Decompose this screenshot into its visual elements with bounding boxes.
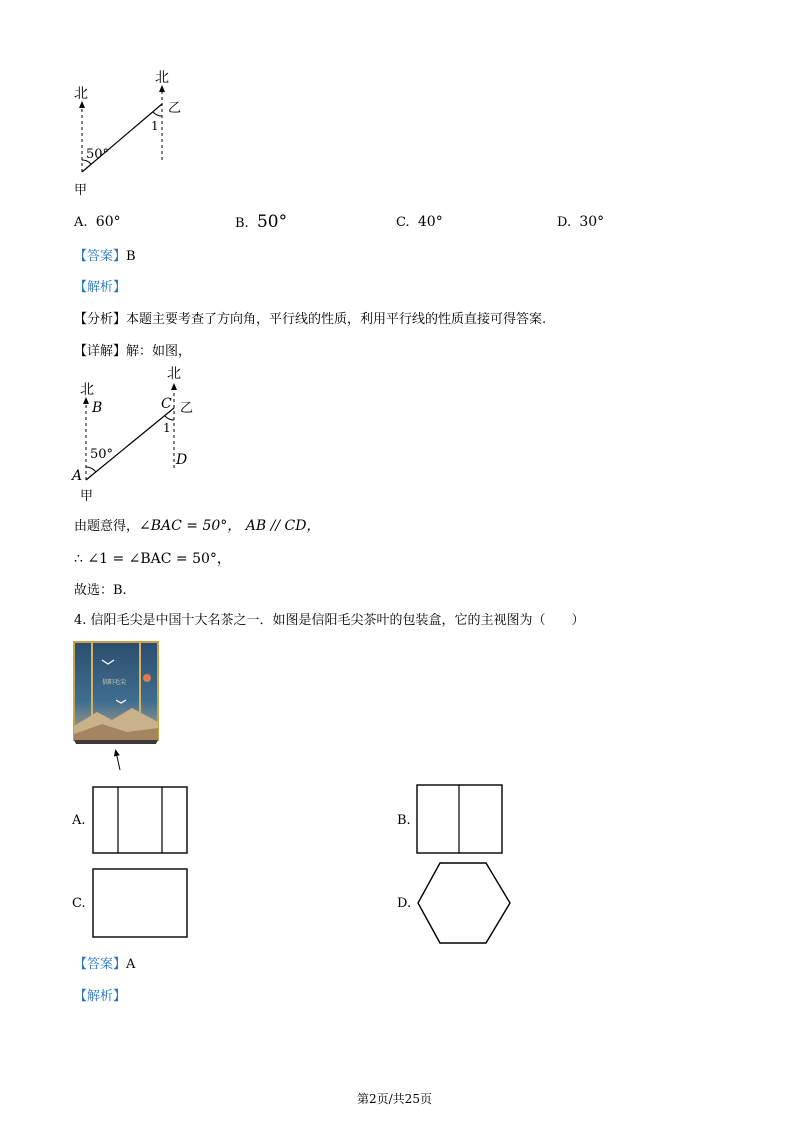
q4-option-c-label: C. bbox=[72, 896, 86, 911]
label-north-left-2: 北 bbox=[80, 382, 94, 398]
q3-option-b: B. 50° bbox=[235, 212, 288, 232]
q4-option-d-label: D. bbox=[397, 896, 412, 911]
label-angle-1: 1 bbox=[151, 119, 159, 133]
q4-option-b-label: B. bbox=[397, 813, 411, 828]
label-angle-50-2: 50° bbox=[90, 447, 114, 462]
label-yi: 乙 bbox=[168, 101, 182, 116]
label-jia-2: 甲 bbox=[80, 489, 94, 504]
direction-figure-2 bbox=[0, 360, 794, 520]
angle-arc-1 bbox=[153, 112, 162, 116]
q4-option-a-figure bbox=[92, 786, 192, 856]
label-angle-50: 50° bbox=[86, 147, 110, 162]
label-yi-2: 乙 bbox=[180, 401, 194, 416]
label-a: A bbox=[72, 468, 83, 484]
label-jia: 甲 bbox=[74, 183, 88, 198]
q3-line1: 由题意得，∠BAC = 50°， AB // CD， bbox=[74, 518, 321, 534]
q3-fenxi: 【分析】本题主要考查了方向角，平行线的性质，利用平行线的性质直接可得答案. bbox=[74, 312, 547, 327]
tea-box-image bbox=[72, 640, 162, 780]
q4-option-c-figure bbox=[92, 868, 192, 940]
label-north-right: 北 bbox=[155, 70, 169, 86]
q3-option-d: D. 30° bbox=[557, 214, 605, 230]
q4-option-d-figure bbox=[416, 861, 516, 947]
view-arrow bbox=[116, 752, 120, 770]
direction-figure-1 bbox=[0, 0, 794, 200]
segment-a-c bbox=[86, 408, 174, 480]
q4-analysis-tag: 【解析】 bbox=[74, 989, 127, 1004]
q3-line2: ∴ ∠1 = ∠BAC = 50°， bbox=[74, 551, 231, 567]
label-b: B bbox=[92, 400, 103, 416]
q3-option-c: C. 40° bbox=[396, 214, 443, 230]
label-north-right-2: 北 bbox=[167, 366, 181, 382]
q4-option-a-label: A. bbox=[72, 813, 86, 828]
q4-answer: 【答案】A bbox=[74, 957, 136, 972]
q3-line3: 故选：B. bbox=[74, 583, 127, 598]
tea-box-text: 信阳毛尖 bbox=[102, 679, 127, 686]
page-footer: 第2页/共25页 bbox=[357, 1092, 432, 1106]
q3-analysis-tag: 【解析】 bbox=[74, 280, 127, 295]
label-angle-1-2: 1 bbox=[163, 421, 171, 435]
q3-option-a: A. 60° bbox=[74, 214, 121, 230]
q4-question: 4. 信阳毛尖是中国十大名茶之一．如图是信阳毛尖茶叶的包装盒，它的主视图为（ ） bbox=[74, 613, 585, 628]
q3-answer: 【答案】B bbox=[74, 249, 136, 264]
angle-arc-50-b bbox=[86, 467, 96, 472]
label-c: C bbox=[161, 396, 172, 412]
label-north-left: 北 bbox=[74, 86, 88, 102]
angle-arc-1-b bbox=[165, 416, 174, 420]
q4-option-b-figure bbox=[416, 784, 506, 856]
label-d: D bbox=[176, 452, 188, 468]
q3-detail: 【详解】解：如图， bbox=[74, 344, 192, 359]
